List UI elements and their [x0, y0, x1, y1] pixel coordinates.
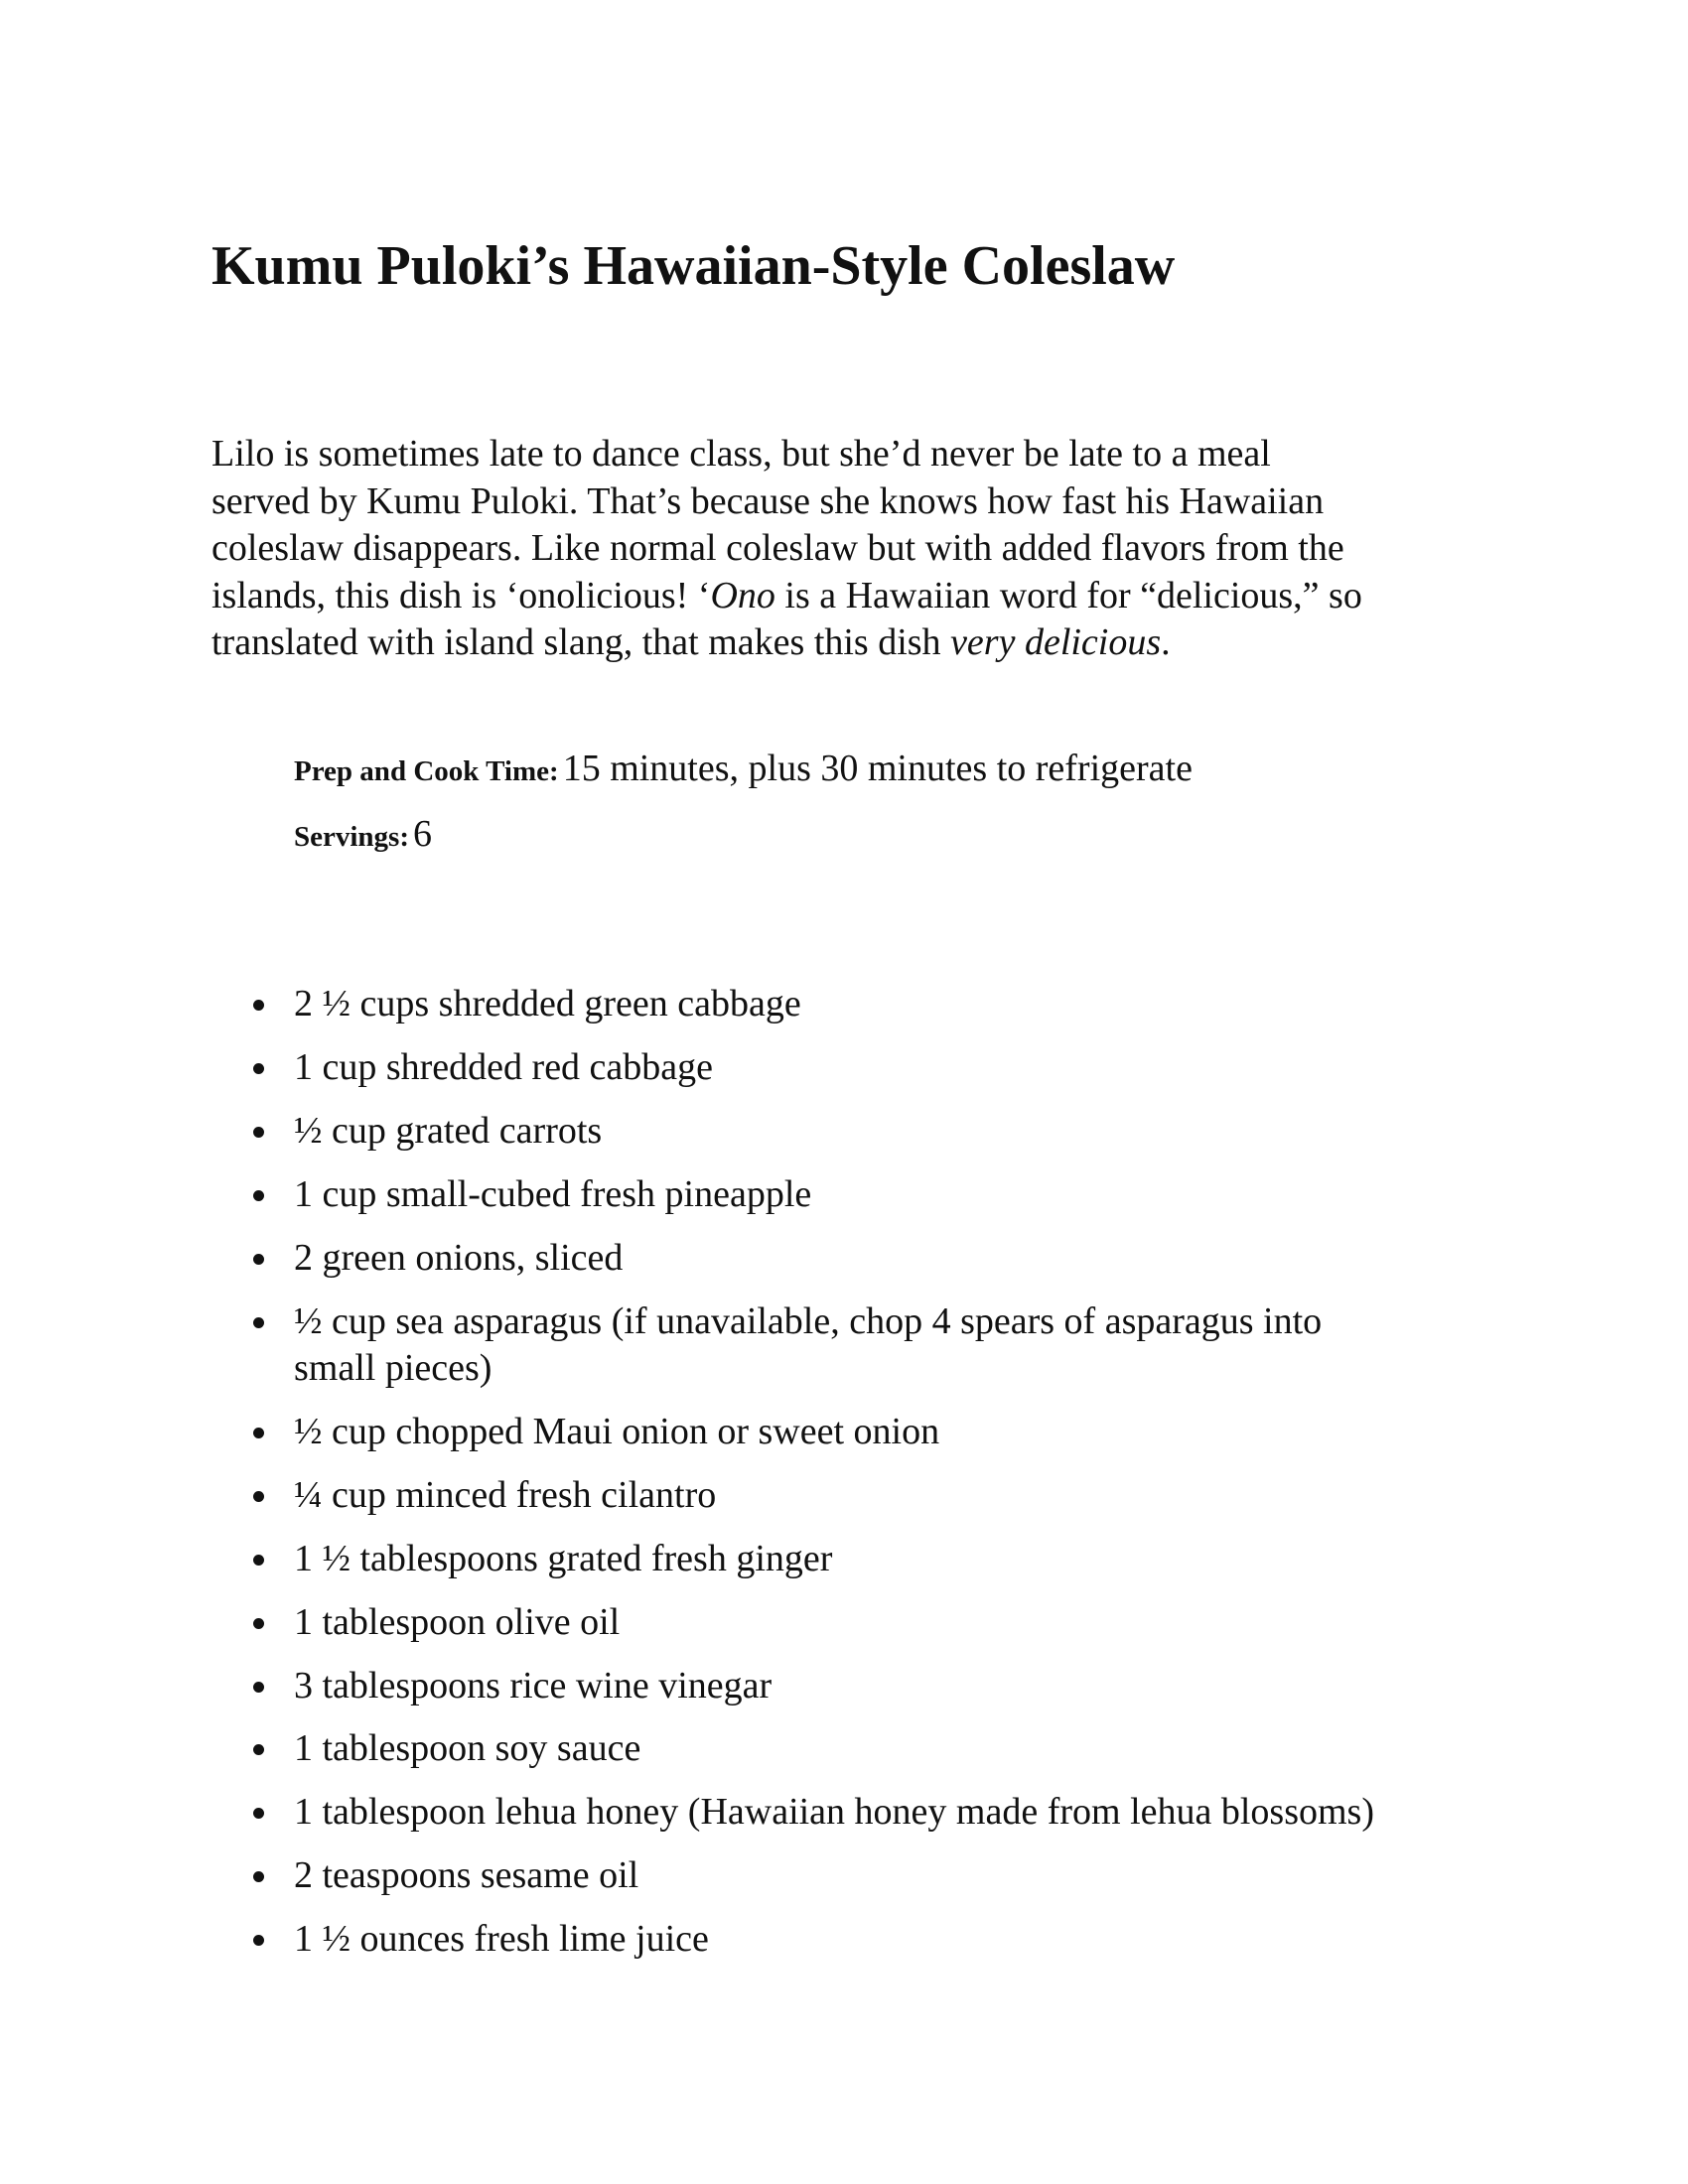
ingredient-text: 3 tablespoons rice wine vinegar — [294, 1665, 773, 1706]
bullet-icon — [253, 1555, 264, 1566]
intro-line: served by Kumu Puloki. That’s because she knows how fast his Hawaiian — [211, 479, 1325, 522]
intro-line: Lilo is sometimes late to dance class, but she’d never be late to a meal — [211, 433, 1271, 475]
intro-italic-ono: Ono — [710, 574, 775, 616]
bullet-icon — [253, 1063, 264, 1074]
intro-text: is a Hawaiian word for “delicious,” so — [774, 574, 1362, 616]
prep-time-label: Prep and Cook Time: — [294, 755, 559, 787]
intro-text: islands, this dish is ‘onolicious! ‘ — [211, 574, 711, 616]
bullet-icon — [253, 1428, 264, 1438]
intro-paragraph — [211, 431, 1502, 667]
bullet-icon — [253, 1871, 264, 1882]
prep-time-row — [294, 747, 1193, 790]
ingredient-text: 2 teaspoons sesame oil — [294, 1854, 639, 1896]
ingredient-text: small pieces) — [294, 1347, 492, 1389]
intro-text: . — [1161, 621, 1171, 663]
ingredient-text: 1 ½ ounces fresh lime juice — [294, 1918, 709, 1960]
ingredient-text: 1 tablespoon soy sauce — [294, 1727, 641, 1769]
servings-row — [294, 812, 432, 856]
bullet-icon — [253, 1317, 264, 1328]
intro-line: coleslaw disappears. Like normal coleslaw but with added flavors from the — [211, 527, 1344, 569]
bullet-icon — [253, 1744, 264, 1755]
intro-line — [211, 619, 1502, 667]
ingredient-text: ½ cup grated carrots — [294, 1110, 603, 1152]
bullet-icon — [253, 1254, 264, 1265]
ingredient-text: 1 cup shredded red cabbage — [294, 1046, 714, 1088]
bullet-icon — [253, 1618, 264, 1629]
bullet-icon — [253, 1808, 264, 1819]
intro-line — [211, 573, 1502, 620]
ingredient-text: 2 green onions, sliced — [294, 1237, 624, 1279]
bullet-icon — [253, 1935, 264, 1946]
ingredient-text: ¼ cup minced fresh cilantro — [294, 1474, 717, 1516]
bullet-icon — [253, 1682, 264, 1693]
ingredient-text: 1 tablespoon olive oil — [294, 1601, 621, 1643]
ingredient-text: 1 tablespoon lehua honey (Hawaiian honey made from lehua blossoms) — [294, 1791, 1374, 1833]
ingredient-text: 2 ½ cups shredded green cabbage — [294, 983, 801, 1024]
bullet-icon — [253, 1127, 264, 1138]
ingredient-text: ½ cup sea asparagus (if unavailable, chop 4 spears of asparagus into — [294, 1300, 1323, 1342]
servings-value: 6 — [413, 813, 432, 855]
ingredient-text: 1 cup small-cubed fresh pineapple — [294, 1173, 812, 1215]
ingredient-text: ½ cup chopped Maui onion or sweet onion — [294, 1411, 940, 1452]
prep-time-value: 15 minutes, plus 30 minutes to refrigerate — [562, 748, 1193, 789]
bullet-icon — [253, 1491, 264, 1502]
recipe-title: Kumu Puloki’s Hawaiian-Style Coleslaw — [211, 235, 1176, 297]
intro-text: translated with island slang, that makes this dish — [211, 621, 951, 663]
intro-italic-very-delicious: very delicious — [950, 621, 1162, 663]
ingredient-text: 1 ½ tablespoons grated fresh ginger — [294, 1538, 833, 1579]
servings-label: Servings: — [294, 821, 409, 853]
bullet-icon — [253, 1190, 264, 1201]
bullet-icon — [253, 1000, 264, 1011]
